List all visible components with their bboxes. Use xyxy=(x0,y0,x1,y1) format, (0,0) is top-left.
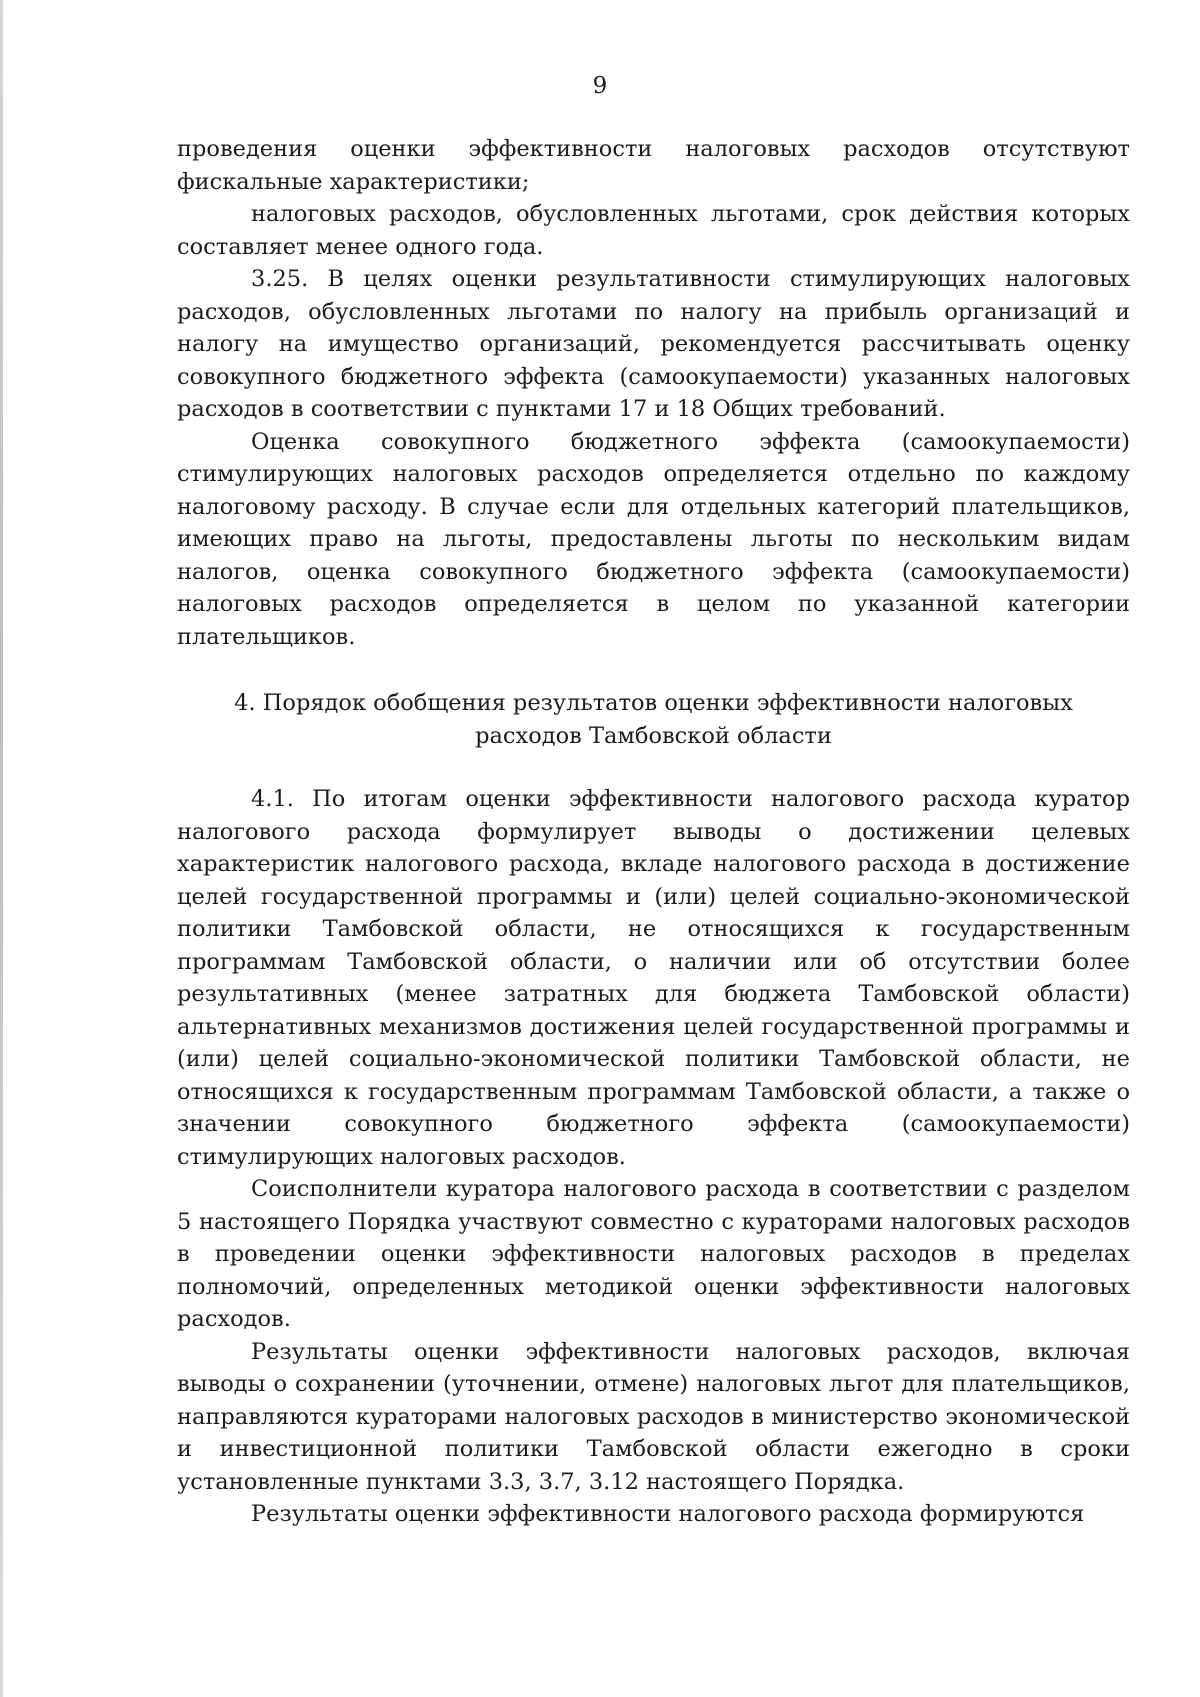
paragraph: налоговых расходов, обусловленных льготами, срок действия которых составляет менее одного года. xyxy=(177,201,1130,260)
paragraph: Соисполнители куратора налогового расхода в соответствии с разделом 5 настоящего Порядка участвуют совместно с кураторами налоговых расходов в проведении оценки эффективности налоговых расходов в пределах полномочий, определенных методикой оценки эффективности налоговых расходов. xyxy=(177,1176,1130,1332)
paragraph: Оценка совокупного бюджетного эффекта (самоокупаемости) стимулирующих налоговых расходов определяется отдельно по каждому налоговому расходу. В случае если для отдельных категорий плательщиков, имеющих право на льготы, предоставлены льготы по нескольким видам налогов, оценка совокупного бюджетного эффекта (самоокупаемости) налоговых расходов определяется в целом по указанной категории плательщиков. xyxy=(177,428,1130,650)
paragraph-last: Результаты оценки эффективности налогового расхода формируются xyxy=(251,1501,1085,1527)
paragraph: Результаты оценки эффективности налоговых расходов, включая выводы о сохранении (уточнении, отмене) налоговых льгот для плательщиков, направляются кураторами налоговых расходов в министерство экономической и инвестиционной политики Тамбовской области ежегодно в сроки установленные пунктами 3.3, 3.7, 3.12 настоящего Порядка. xyxy=(177,1338,1130,1495)
section-heading-line-2: расходов Тамбовской области xyxy=(475,722,832,749)
paragraph-4-1: 4.1. По итогам оценки эффективности налогового расхода куратор налогового расхода формулирует выводы о достижении целевых характеристик налогового расхода, вкладе налогового расхода в достижение целей государственной программы и (или) целей социально-экономической политики Тамбовской области, не относящихся к государственным программам Тамбовской области, о наличии или об отсутствии более результативных (менее затратных для бюджета Тамбовской области) альтернативных механизмов достижения целей государственной программы и (или) целей социально-экономической политики Тамбовской области, не относящихся к государственным программам Тамбовской области, а также о значении совокупного бюджетного эффекта (самоокупаемости) стимулирующих налоговых расходов. xyxy=(177,786,1130,1170)
document-body xyxy=(177,133,1130,1531)
paragraph-continuation: проведения оценки эффективности налоговых расходов отсутствуют фискальные характеристики; xyxy=(177,136,1130,195)
section-heading xyxy=(177,687,1130,752)
paragraph-3-25: 3.25. В целях оценки результативности стимулирующих налоговых расходов, обусловленных льготами по налогу на прибыль организаций и налогу на имущество организаций, рекомендуется рассчитывать оценку совокупного бюджетного эффекта (самоокупаемости) указанных налоговых расходов в соответствии с пунктами 17 и 18 Общих требований. xyxy=(177,266,1130,422)
scan-edge xyxy=(0,0,3,1697)
page-number: 9 xyxy=(592,73,608,99)
section-heading-line-1: 4. Порядок обобщения результатов оценки эффективности налоговых xyxy=(234,690,1073,716)
